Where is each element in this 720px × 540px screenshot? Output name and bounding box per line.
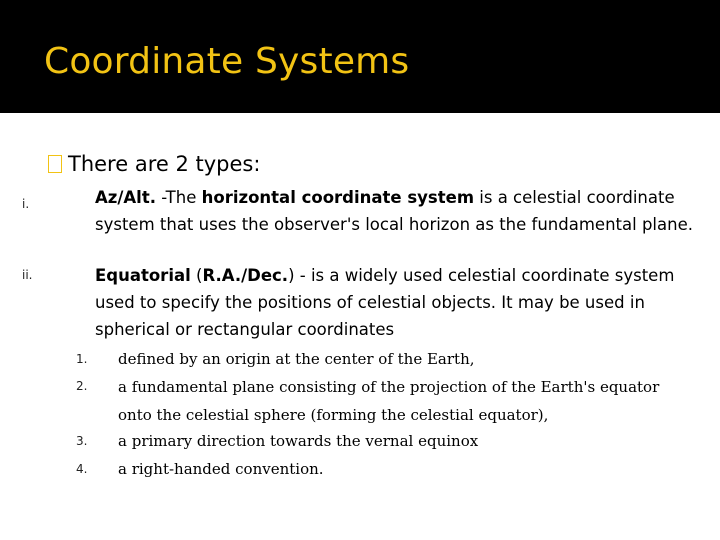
bold-lead: Az/Alt. bbox=[95, 188, 156, 207]
list-marker: 2. bbox=[76, 379, 88, 393]
square-bullet-icon bbox=[48, 155, 62, 173]
item-text: -The bbox=[155, 188, 202, 207]
list-marker: 3. bbox=[76, 434, 88, 448]
item-text: is a celestial coordinate system that uses the observer's local horizon as the fundamental plane. bbox=[95, 188, 693, 234]
list-item bbox=[95, 184, 695, 238]
item-text: ( bbox=[190, 266, 203, 285]
list-item: a primary direction towards the vernal equinox bbox=[118, 432, 479, 450]
main-bullet bbox=[48, 150, 260, 178]
slide-title: Coordinate Systems bbox=[44, 41, 410, 82]
list-marker: ii. bbox=[22, 268, 33, 282]
list-marker: i. bbox=[22, 197, 30, 211]
list-item bbox=[95, 262, 695, 343]
item-text: ) - is a widely used celestial coordinate system used to specify the positions of celestial objects. It may be used in spherical or rectangular coordinates bbox=[95, 266, 675, 339]
list-item: defined by an origin at the center of the Earth, bbox=[118, 350, 475, 368]
bold-term: R.A./Dec. bbox=[202, 266, 289, 285]
main-bullet-text: There are 2 types: bbox=[68, 152, 261, 176]
list-marker: 1. bbox=[76, 352, 88, 366]
list-marker: 4. bbox=[76, 462, 88, 476]
list-item: a fundamental plane consisting of the projection of the Earth's equator onto the celestial sphere (forming the celestial equator), bbox=[118, 378, 660, 424]
list-item: a right-handed convention. bbox=[118, 460, 324, 478]
bold-term: horizontal coordinate system bbox=[201, 188, 475, 207]
bold-lead: Equatorial bbox=[95, 266, 191, 285]
